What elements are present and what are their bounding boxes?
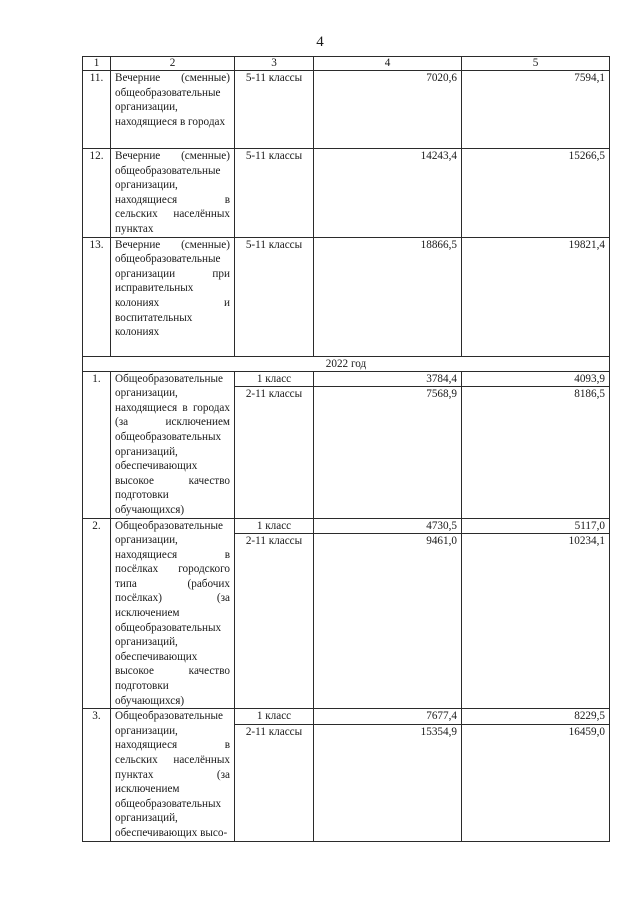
grade-range: 5-11 классы: [235, 237, 314, 356]
value-col5: 19821,4: [462, 237, 610, 356]
column-header: 5: [462, 57, 610, 71]
table-row: [83, 71, 610, 149]
table-row: [83, 371, 610, 518]
grade-range: 5-11 классы: [235, 71, 314, 149]
value-col5: 4093,9: [462, 372, 609, 388]
column-header: 4: [314, 57, 462, 71]
organization-type: Вечерние (сменные) общеобразовательные организации при исправительных колониях и воспитательных колониях: [111, 237, 235, 356]
page-number: 4: [316, 34, 324, 50]
value-col4: 9461,0: [426, 535, 457, 548]
table-row: [83, 149, 610, 238]
organization-type: Вечерние (сменные) общеобразовательные организации, находящиеся в сельских населённых пунктах: [111, 149, 235, 238]
grade-range: 5-11 классы: [235, 149, 314, 238]
grade-range: 1 класс: [235, 709, 313, 725]
row-number: 1.: [83, 371, 111, 518]
value-col4: 4730,5: [314, 519, 461, 535]
value-col4: 14243,4: [314, 149, 462, 238]
value-col5: 8186,5: [574, 388, 605, 401]
grade-range: 1 класс: [235, 519, 313, 535]
column-header: 3: [235, 57, 314, 71]
organization-type: Общеобразовательные организации, находящиеся в посёлках городского типа (рабочих посёлках) (за исключением общеобразовательных организаций, обеспечивающих высокое качество подготовки обучающихся): [111, 518, 235, 709]
grade-range: 2-11 классы: [245, 725, 303, 738]
value-col5: 10234,1: [568, 535, 605, 548]
value-col4: 3784,4: [314, 372, 461, 388]
value-col5: 8229,5: [462, 709, 609, 725]
row-number: 12.: [83, 149, 111, 238]
value-col5: 5117,0: [462, 519, 609, 535]
value-col4: 7568,9: [426, 388, 457, 401]
grade-range-cell: [235, 371, 314, 518]
grade-range: 2-11 классы: [245, 388, 303, 401]
grade-range: 1 класс: [235, 372, 313, 388]
tariff-table: [82, 56, 610, 842]
year-label: 2022 год: [83, 356, 610, 371]
row-number: 3.: [83, 709, 111, 841]
value-col4-cell: [314, 371, 462, 518]
column-header: 2: [111, 57, 235, 71]
year-section-row: [83, 356, 610, 371]
row-number: 2.: [83, 518, 111, 709]
row-number: 11.: [83, 71, 111, 149]
value-col5: 7594,1: [462, 71, 610, 149]
column-header: 1: [83, 57, 111, 71]
value-col4-cell: [314, 518, 462, 709]
value-col4: 18866,5: [314, 237, 462, 356]
value-col4: 7677,4: [314, 709, 461, 725]
value-col4-cell: [314, 709, 462, 841]
organization-type: Общеобразовательные организации, находящиеся в сельских населённых пунктах (за исключением общеобразовательных организаций, обеспечивающих высо-: [111, 709, 235, 841]
table-row: [83, 709, 610, 841]
organization-type: Общеобразовательные организации, находящиеся в городах (за исключением общеобразовательных организаций, обеспечивающих высокое качество подготовки обучающихся): [111, 371, 235, 518]
table-header-row: [83, 57, 610, 71]
value-col5: 15266,5: [462, 149, 610, 238]
value-col5: 16459,0: [568, 725, 605, 738]
value-col4: 7020,6: [314, 71, 462, 149]
grade-range: 2-11 классы: [245, 535, 303, 548]
value-col5-cell: [462, 518, 610, 709]
value-col5-cell: [462, 371, 610, 518]
grade-range-cell: [235, 518, 314, 709]
value-col4: 15354,9: [420, 725, 457, 738]
value-col5-cell: [462, 709, 610, 841]
organization-type: Вечерние (сменные) общеобразовательные организации, находящиеся в городах: [111, 71, 235, 149]
row-number: 13.: [83, 237, 111, 356]
table-row: [83, 237, 610, 356]
grade-range-cell: [235, 709, 314, 841]
table-row: [83, 518, 610, 709]
